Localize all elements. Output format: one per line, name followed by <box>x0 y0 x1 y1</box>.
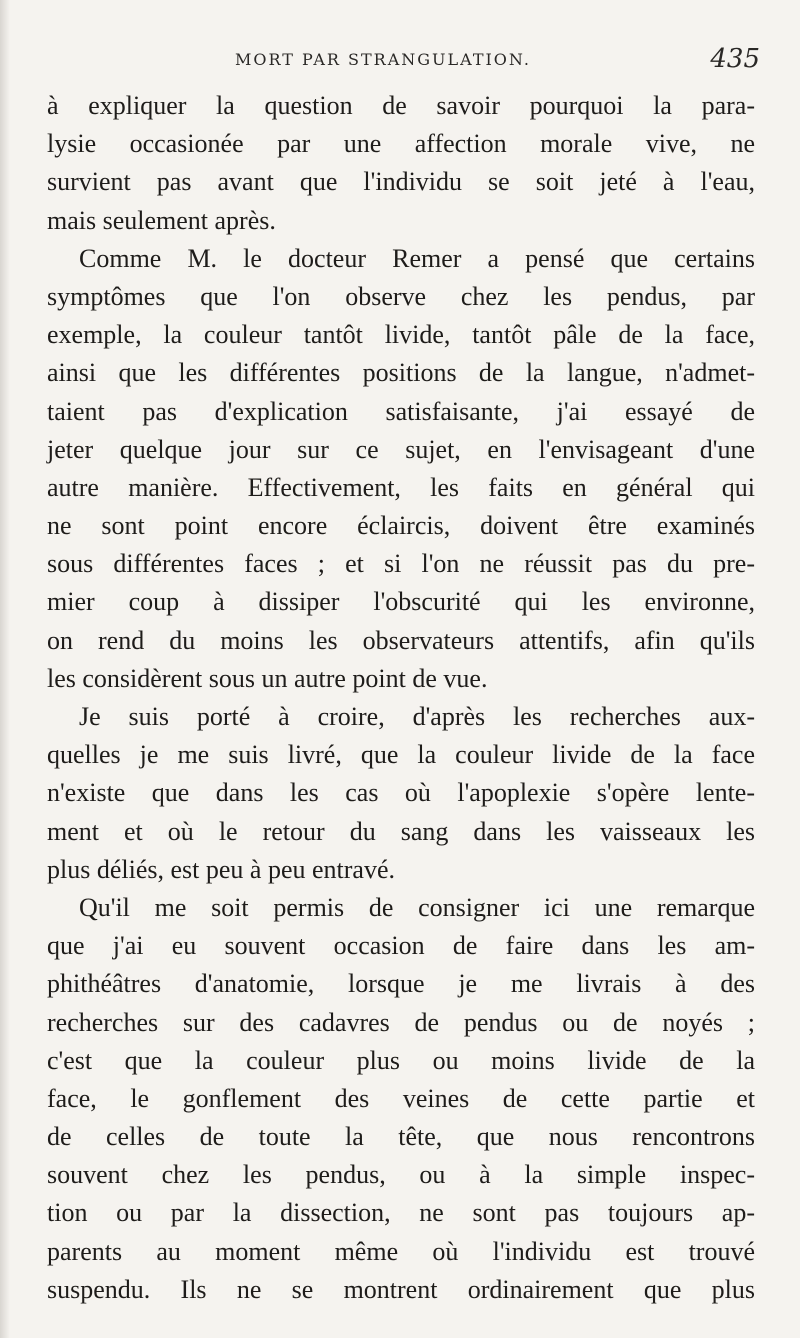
text-line: de celles de toute la tête, que nous rencontrons <box>47 1122 755 1152</box>
text-line: ne sont point encore éclaircis, doivent être examinés <box>47 511 755 541</box>
running-head <box>60 44 760 78</box>
text-line: Qu'il me soit permis de consigner ici une remarque <box>79 892 755 922</box>
text-line: suspendu. Ils ne se montrent ordinairement que plus <box>47 1274 755 1304</box>
text-line: exemple, la couleur tantôt livide, tantôt pâle de la face, <box>47 320 755 350</box>
text-line: c'est que la couleur plus ou moins livide de la <box>47 1045 755 1075</box>
text-line: on rend du moins les observateurs attentifs, afin qu'ils <box>47 625 755 655</box>
text-line: ment et où le retour du sang dans les vaisseaux les <box>47 816 755 846</box>
text-line: lysie occasionée par une affection morale vive, ne <box>47 129 755 159</box>
text-line: plus déliés, est peu à peu entravé. <box>47 854 395 884</box>
text-line: sous différentes faces ; et si l'on ne réussit pas du pre- <box>47 549 755 579</box>
body-text <box>47 87 755 1309</box>
text-line: autre manière. Effectivement, les faits en général qui <box>47 472 755 502</box>
text-line: que j'ai eu souvent occasion de faire dans les am- <box>47 931 755 961</box>
text-line: survient pas avant que l'individu se soit jeté à l'eau, <box>47 167 755 197</box>
text-line: taient pas d'explication satisfaisante, j'ai essayé de <box>47 396 755 426</box>
text-line: les considèrent sous un autre point de vue. <box>47 663 488 693</box>
text-line: à expliquer la question de savoir pourquoi la para- <box>47 91 755 120</box>
text-line: ainsi que les différentes positions de la langue, n'admet- <box>47 358 755 388</box>
text-line: Comme M. le docteur Remer a pensé que certains <box>79 243 755 273</box>
text-line: mier coup à dissiper l'obscurité qui les environne, <box>47 587 755 617</box>
text-line: phithéâtres d'anatomie, lorsque je me livrais à des <box>47 969 755 999</box>
running-title: MORT PAR STRANGULATION. <box>235 50 531 69</box>
text-line: souvent chez les pendus, ou à la simple inspec- <box>47 1160 755 1190</box>
text-line: n'existe que dans les cas où l'apoplexie s'opère lente- <box>47 778 755 808</box>
text-line: Je suis porté à croire, d'après les recherches aux- <box>79 702 755 731</box>
text-line: parents au moment même où l'individu est trouvé <box>47 1236 755 1266</box>
page-number: 435 <box>710 44 760 74</box>
text-line: mais seulement après. <box>47 205 276 235</box>
text-line: quelles je me suis livré, que la couleur livide de la face <box>47 740 755 770</box>
text-line: tion ou par la dissection, ne sont pas toujours ap- <box>47 1198 755 1228</box>
text-line: symptômes que l'on observe chez les pendus, par <box>47 281 755 311</box>
text-line: recherches sur des cadavres de pendus ou de noyés ; <box>47 1007 755 1037</box>
text-line: jeter quelque jour sur ce sujet, en l'envisageant d'une <box>47 434 755 464</box>
text-line: face, le gonflement des veines de cette partie et <box>47 1083 755 1113</box>
